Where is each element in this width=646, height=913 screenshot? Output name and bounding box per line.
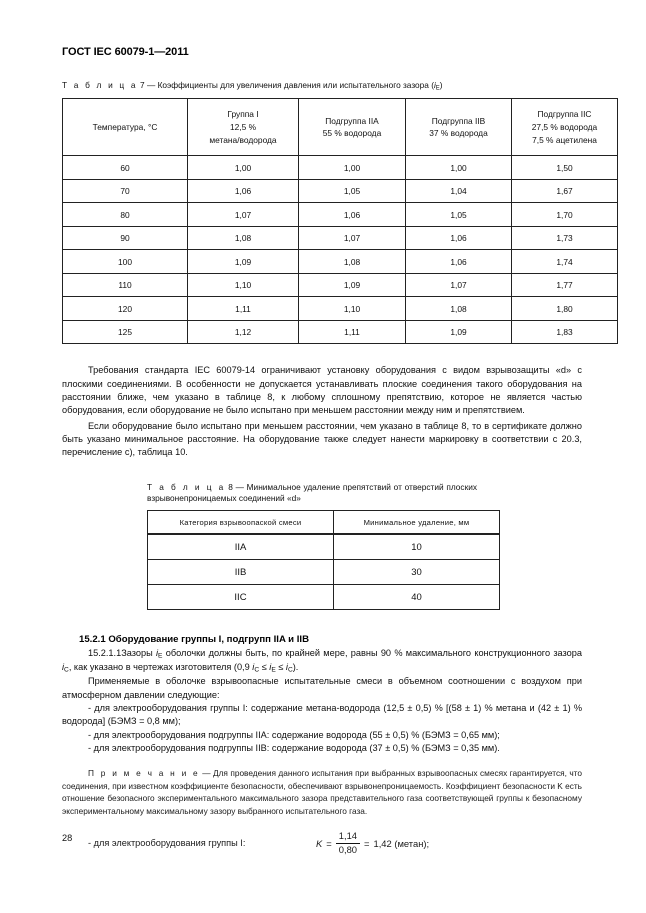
table7-caption-number: 7 <box>140 80 145 90</box>
table7-caption-symbol-sub: E <box>435 85 440 92</box>
clause-symbol-ie2: i <box>269 662 272 673</box>
table7-cell: 1,08 <box>406 297 512 321</box>
clause-text-c: , как указано в чертежах изготовителя (0,9 <box>68 662 253 673</box>
table7-cell: 110 <box>63 273 188 297</box>
table7-cell: 1,00 <box>406 156 512 180</box>
standard-header: ГОСТ IEC 60079-1—2011 <box>62 46 189 58</box>
table7-cell: 1,83 <box>512 320 618 344</box>
clause-text-b: оболочки должны быть, по крайней мере, равны 90 % максимального конструкционного зазора <box>162 648 582 659</box>
clause-symbol-ic3: i <box>285 662 288 673</box>
table8-caption-number: 8 <box>228 481 233 492</box>
table7-caption-prefix: Т а б л и ц а <box>62 80 138 90</box>
table7-cell: 1,50 <box>512 156 618 180</box>
table8-col-header-distance: Минимальное удаление, мм <box>334 511 500 535</box>
table-row <box>63 297 618 321</box>
table7-cell: 1,06 <box>188 179 299 203</box>
table7-col-header-group1: Группа I 12,5 % метана/водорода <box>188 99 299 156</box>
table8-cell: IIA <box>148 534 334 560</box>
table7-cell: 1,04 <box>406 179 512 203</box>
note-text: — Для проведения данного испытания при выбранных взрывоопасных смесях гарантируется, что соединения, при известном коэффициенте безопасности, обеспечивают взрывонепроницаемость. Коэффициент безопасности K есть отношение безопасного экспериментального максимального зазора представительного газа соответствующей группы к безопасному экспериментальному максимальному зазору выбранного испытательного газа. <box>62 768 582 816</box>
clause-text-f: ). <box>292 662 299 673</box>
bullet-group-i: - для электрооборудования группы I: содержание метана-водорода (12,5 ± 0,5) % [(58 ± 1) % метана и (42 ± 1) % водорода] (БЭМЗ = 0,8 мм); <box>62 702 582 727</box>
table-row <box>63 250 618 274</box>
table7-cell: 60 <box>63 156 188 180</box>
table7-cell: 1,09 <box>188 250 299 274</box>
table7-col-header-iic: Подгруппа IIC 27,5 % водорода 7,5 % ацетилена <box>512 99 618 156</box>
table7-cell: 100 <box>63 250 188 274</box>
table7-cell: 1,08 <box>299 250 406 274</box>
paragraph-certificate: Если оборудование было испытано при меньшем расстоянии, чем указано в таблице 8, то в сертификате должно быть указано минимальное расстояние. На оборудование также следует нанести маркировку в соответствии с 20.3, перечисление с), таблица 10. <box>62 420 582 458</box>
clause-symbol-ic-sub: C <box>64 666 69 674</box>
table8-caption-text: — Минимальное удаление препятствий от отверстий плоских взрывонепроницаемых соединений «d» <box>147 481 477 503</box>
table8-cell: IIB <box>148 560 334 585</box>
formula-equals: = <box>326 837 332 849</box>
table7-cell: 1,07 <box>188 203 299 227</box>
formula-row-group-i <box>62 831 582 856</box>
table7-col-header-iib: Подгруппа IIB 37 % водорода <box>406 99 512 156</box>
table8-cell: 10 <box>334 534 500 560</box>
table8-caption <box>147 482 477 504</box>
clause-symbol-ie-sub: E <box>158 652 163 660</box>
table7-cell: 1,11 <box>299 320 406 344</box>
formula-label: - для электрооборудования группы I: <box>88 838 246 849</box>
table7-cell: 1,77 <box>512 273 618 297</box>
table7-cell: 1,07 <box>299 226 406 250</box>
table7-col-header-temperature: Температура, °С <box>63 99 188 156</box>
clause-text-e: ≤ <box>275 662 286 673</box>
formula-variable: K <box>316 837 323 849</box>
clause-symbol-ie: i <box>155 648 159 659</box>
table7-cell: 1,08 <box>188 226 299 250</box>
page-content <box>62 0 598 856</box>
table8-cell: IIC <box>148 585 334 610</box>
table7-cell: 70 <box>63 179 188 203</box>
table-row <box>148 560 500 585</box>
table7-cell: 80 <box>63 203 188 227</box>
note-safety-factor <box>62 767 582 817</box>
table7-cell: 1,11 <box>188 297 299 321</box>
formula-result-equals: = <box>364 837 370 849</box>
clause-symbol-ie2-sub: E <box>271 666 276 674</box>
table7-caption-text: — Коэффициенты для увеличения давления или испытательного зазора ( <box>146 80 434 90</box>
formula-result: 1,42 (метан); <box>373 837 430 849</box>
table-coefficients <box>62 98 618 344</box>
bullet-subgroup-iia: - для электрооборудования подгруппы IIA: содержание водорода (55 ± 0,5) % (БЭМЗ = 0,65 мм); <box>88 729 500 740</box>
formula-numerator: 1,14 <box>338 830 357 842</box>
clause-text-d: ≤ <box>259 662 270 673</box>
clause-symbol-ic: i <box>62 662 65 673</box>
table7-cell: 1,06 <box>299 203 406 227</box>
table7-cell: 1,10 <box>299 297 406 321</box>
clause-number: 15.2.1.1 <box>88 648 122 659</box>
clause-text-a: Зазоры <box>121 648 156 659</box>
table-row <box>148 585 500 610</box>
bullet-subgroup-iib: - для электрооборудования подгруппы IIB: содержание водорода (37 ± 0,5) % (БЭМЗ = 0,35 мм). <box>88 742 500 753</box>
table7-cell: 1,70 <box>512 203 618 227</box>
table-row <box>63 320 618 344</box>
table-row <box>63 179 618 203</box>
table7-cell: 1,67 <box>512 179 618 203</box>
note-prefix: П р и м е ч а н и е <box>88 768 200 779</box>
table8-header-row <box>148 511 500 535</box>
table7-cell: 1,07 <box>406 273 512 297</box>
table7-cell: 1,09 <box>406 320 512 344</box>
table7-cell: 1,80 <box>512 297 618 321</box>
table7-caption-symbol: i <box>433 80 436 90</box>
table8-caption-prefix: Т а б л и ц а <box>147 481 226 492</box>
table7-col-header-iia: Подгруппа IIA 55 % водорода <box>299 99 406 156</box>
table-minimum-clearance <box>147 510 500 610</box>
table8-col-header-category: Категория взрывоопаской смеси <box>148 511 334 535</box>
table-row <box>148 534 500 560</box>
formula-denominator: 0,80 <box>336 843 360 856</box>
table7-header-row <box>63 99 618 156</box>
table7-cell: 1,09 <box>299 273 406 297</box>
table7-cell: 1,00 <box>299 156 406 180</box>
paragraph-test-mixtures-intro: Применяемые в оболочке взрывоопасные испытательные смеси в объемном соотношении с воздухом при атмосферном давлении следующие: <box>62 676 582 700</box>
table-row <box>63 226 618 250</box>
table7-caption <box>62 80 582 92</box>
table8-cell: 40 <box>334 585 500 610</box>
table7-cell: 1,06 <box>406 250 512 274</box>
table7-cell: 90 <box>63 226 188 250</box>
clause-symbol-ic3-sub: C <box>287 666 293 674</box>
table7-cell: 120 <box>63 297 188 321</box>
clause-symbol-ic2: i <box>252 662 255 673</box>
formula-expression <box>316 831 429 856</box>
table-row <box>63 203 618 227</box>
formula-fraction <box>336 831 360 856</box>
table7-cell: 1,00 <box>188 156 299 180</box>
table7-cell: 1,73 <box>512 226 618 250</box>
clause-15-2-1-1 <box>62 647 582 675</box>
table8-wrapper <box>147 510 582 610</box>
table7-cell: 125 <box>63 320 188 344</box>
table8-cell: 30 <box>334 560 500 585</box>
clause-symbol-ic2-sub: C <box>254 666 260 674</box>
section-heading-15-2-1: 15.2.1 Оборудование группы I, подгрупп IIA и IIB <box>79 634 310 646</box>
table7-caption-suffix: ) <box>439 80 443 90</box>
table-row <box>63 156 618 180</box>
table7-cell: 1,05 <box>299 179 406 203</box>
page-number: 28 <box>62 833 73 843</box>
table7-cell: 1,10 <box>188 273 299 297</box>
table7-cell: 1,06 <box>406 226 512 250</box>
table7-cell: 1,74 <box>512 250 618 274</box>
paragraph-requirements: Требования стандарта IEC 60079-14 ограничивают установку оборудования с видом взрывозащиты «d» с плоскими соединениями. В особенности не допускается устанавливать плоские соединения такого оборудования на расстоянии ближе, чем указано в таблице 8, к любому сплошному препятствию, которое не является частью оборудования, если оборудование не было испытано при меньшем расстоянии между ним и препятствием. <box>62 365 582 416</box>
table-row <box>63 273 618 297</box>
table7-cell: 1,05 <box>406 203 512 227</box>
table7-cell: 1,12 <box>188 320 299 344</box>
